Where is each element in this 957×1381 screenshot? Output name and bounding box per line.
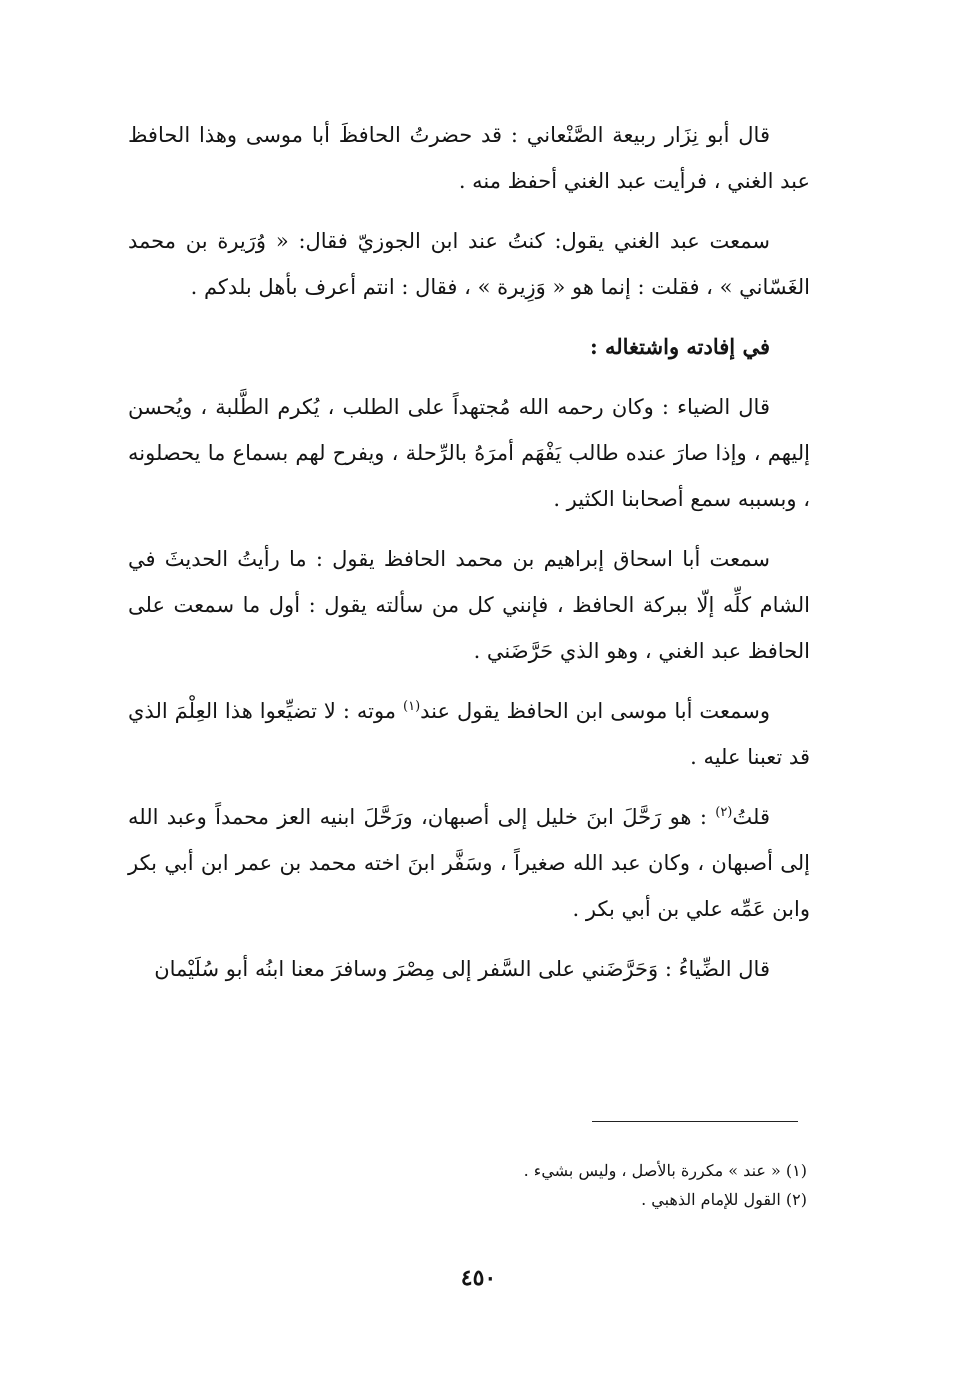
paragraph-abu-musa-start: وسمعت أبا موسى ابن الحافظ يقول عند [420,699,770,723]
page-number: ٤٥٠ [460,1265,497,1291]
paragraph-ibn-al-jawzi: سمعت عبد الغني يقول: كنتُ عند ابن الجوزيّ فقال: « وُرَيرة بن محمد الغَسّاني » ، فقلت : إنما هو « وَزِيرة » ، فقال : انتم أعرف بأهل بلدكم . [128,229,810,299]
footnote-ref-1: (١) [403,699,421,714]
footnotes [307,1156,807,1214]
section-heading: في إفادته واشتغاله : [589,334,770,359]
paragraph-abu-ishaq: سمعت أبا اسحاق إبراهيم بن محمد الحافظ يقول : ما رأيتُ الحديثَ في الشام كلِّه إلّا ببركة الحافظ ، فإنني كل من سألته يقول : أول ما سمعت على الحافظ عبد الغني ، وهو الذي حَرَّضَني . [128,547,810,663]
footnote-ref-2: (٢) [715,805,733,820]
paragraph-qultu-start: قلتُ [732,805,770,829]
paragraph-qultu [128,794,810,932]
paragraph-qultu-end: : هو رَحَّلَ ابنَ خليل إلى أصبهان، ورَحَّلَ ابنيه العز محمداً وعبد الله إلى أصبهان ، وكان عبد الله صغيراً ، وسَفَّر ابنَ اخته محمد بن عمر ابن أبي بكر وابن عَمِّه علي بن أبي بكر . [128,805,810,921]
main-text [128,112,810,1006]
footnote-1: (١) « عند » مكررة بالأصل ، وليس بشيء . [523,1161,807,1180]
footnote-divider [592,1121,798,1122]
paragraph-abu-musa [128,688,810,780]
paragraph-abu-nizar: قال أبو نِزَار ربيعة الصَّنْعاني : قد حضرتُ الحافظَ أبا موسى وهذا الحافظ عبد الغني ، فرأيت عبد الغني أحفظ منه . [128,123,810,193]
paragraph-al-diya: قال الضياء : وكان رحمه الله مُجتهداً على الطلب ، يُكرم الطَّلبة ، ويُحسن إليهم ، وإذا صارَ عنده طالب يَفْهَم أمرَهُ بالرِّحلة ، ويفرح لهم بسماع ما يحصلونه ، وبسببه سمع أصحابنا الكثير . [128,395,811,511]
footnote-2: (٢) القول للإمام الذهبي . [641,1190,807,1209]
paragraph-abu-musa-end: موته : لا تضيِّعوا هذا العِلْمَ الذي قد تعبنا عليه . [128,699,810,769]
paragraph-last: قال الضِّياءُ : وَحَرَّضَني على السَّفر إلى مِصْرَ وسافرَ معنا ابنُه أبو سُلَيْمان [154,957,770,981]
